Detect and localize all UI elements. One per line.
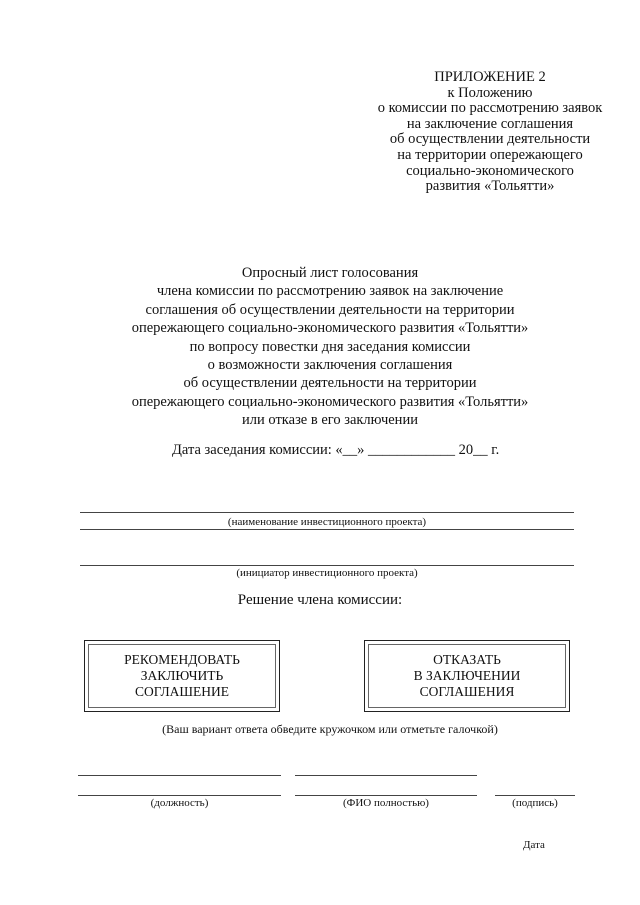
project-name-line-1[interactable]: [80, 512, 574, 513]
appendix-line: об осуществлении деятельности: [389, 131, 591, 148]
survey-line: о возможности заключения соглашения: [207, 357, 453, 374]
meeting-date-field[interactable]: Дата заседания комиссии: «__» ____________ 20__ г.: [172, 442, 500, 458]
survey-line: опережающего социально-экономического развития «Тольятти»: [131, 393, 529, 410]
project-name-caption: (наименование инвестиционного проекта): [227, 516, 427, 528]
survey-line: по вопросу повестки дня заседания комиссии: [189, 338, 471, 355]
survey-line: об осуществлении деятельности на территории: [183, 375, 477, 392]
appendix-line: о комиссии по рассмотрению заявок: [377, 100, 603, 117]
appendix-line: ПРИЛОЖЕНИЕ 2: [434, 69, 546, 85]
signature-line[interactable]: [495, 795, 575, 796]
project-name-line-2[interactable]: [80, 529, 574, 530]
option-line: СОГЛАШЕНИЕ: [134, 684, 230, 699]
date-label: Дата: [523, 839, 545, 851]
initiator-caption: (инициатор инвестиционного проекта): [236, 567, 418, 579]
position-line-1[interactable]: [78, 775, 281, 776]
survey-line: члена комиссии по рассмотрению заявок на заключение: [156, 283, 504, 300]
appendix-line: на территории опережающего: [397, 146, 583, 163]
option-line: ОТКАЗАТЬ: [433, 652, 501, 667]
appendix-line: на заключение соглашения: [406, 115, 574, 132]
decision-heading: Решение члена комиссии:: [237, 592, 403, 608]
answer-instruction: (Ваш вариант ответа обведите кружочком или отметьте галочкой): [162, 722, 498, 736]
full-name-caption: (ФИО полностью): [343, 797, 429, 809]
appendix-line: развития «Тольятти»: [425, 178, 555, 195]
appendix-header: [355, 70, 625, 195]
survey-line: соглашения об осуществлении деятельности на территории: [145, 301, 515, 318]
position-line-2[interactable]: [78, 795, 281, 796]
recommend-option-box[interactable]: [84, 640, 280, 712]
option-line: РЕКОМЕНДОВАТЬ: [124, 652, 240, 667]
initiator-line[interactable]: [80, 565, 574, 566]
appendix-line: к Положению: [447, 84, 533, 101]
survey-line: или отказе в его заключении: [242, 412, 418, 429]
survey-line: опережающего социально-экономического развития «Тольятти»: [131, 320, 529, 337]
full-name-line-1[interactable]: [295, 775, 477, 776]
survey-title: [100, 264, 560, 430]
signature-caption: (подпись): [512, 797, 558, 809]
appendix-line: социально-экономического: [406, 162, 574, 179]
position-caption: (должность): [150, 797, 209, 809]
refuse-option-box[interactable]: [364, 640, 570, 712]
full-name-line-2[interactable]: [295, 795, 477, 796]
survey-line: Опросный лист голосования: [241, 265, 419, 281]
option-line: В ЗАКЛЮЧЕНИИ: [413, 668, 521, 683]
option-line: СОГЛАШЕНИЯ: [419, 684, 515, 699]
option-line: ЗАКЛЮЧИТЬ: [140, 668, 224, 683]
